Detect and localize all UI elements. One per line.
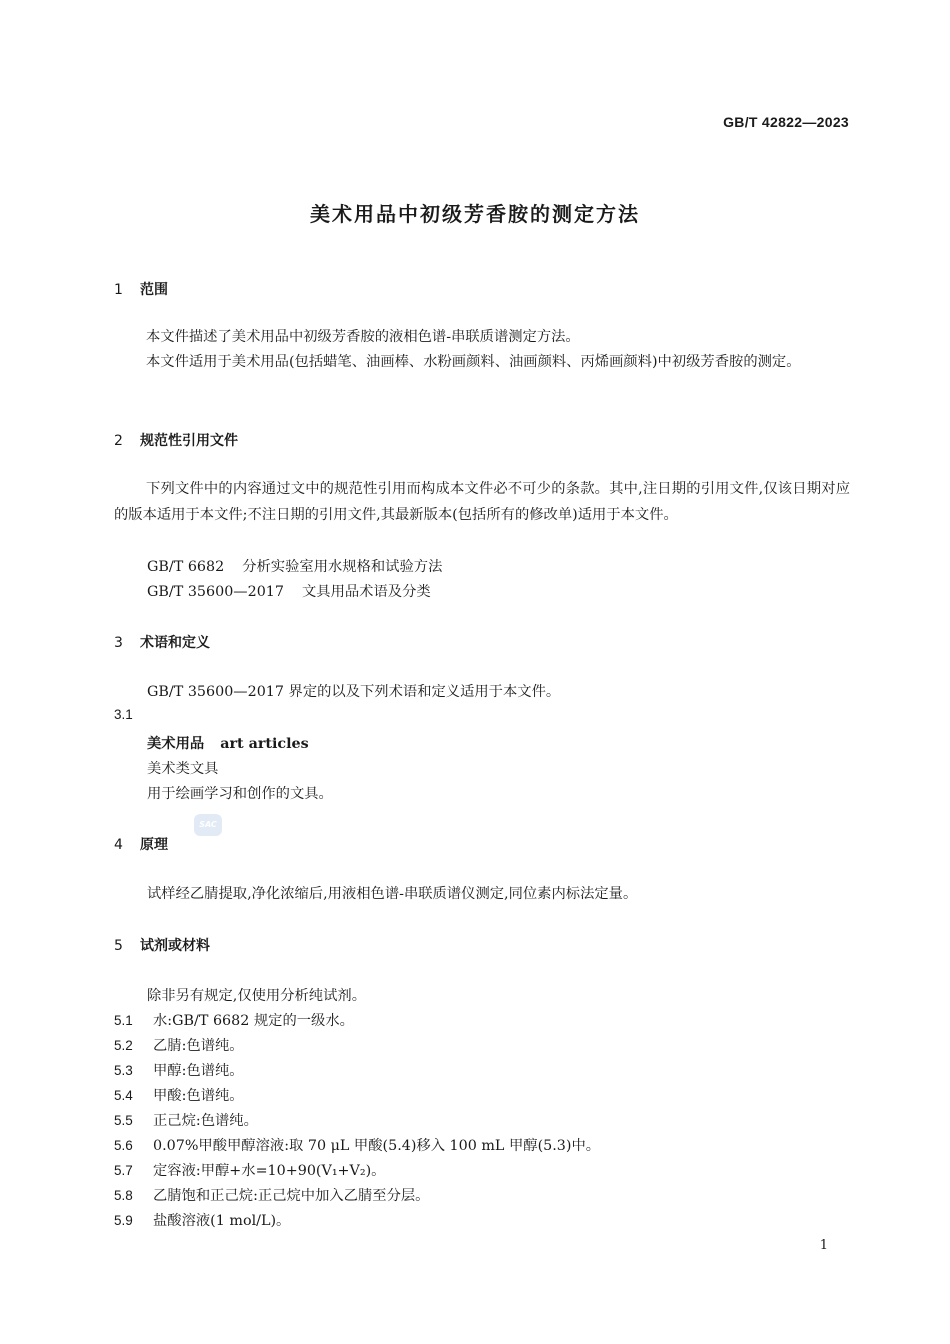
section-1-heading (114, 279, 168, 299)
section-number: 1 (114, 282, 123, 298)
standard-code: GB/T 42822—2023 (723, 114, 849, 130)
section-5-heading (114, 935, 210, 955)
section-number: 2 (114, 433, 123, 449)
reagent-number: 5.2 (114, 1038, 133, 1053)
section-5-paragraph-1: 除非另有规定,仅使用分析纯试剂。 (147, 988, 366, 1004)
section-3-paragraph-1: GB/T 35600—2017 界定的以及下列术语和定义适用于本文件。 (147, 684, 561, 700)
term-synonym: 美术类文具 (147, 761, 219, 777)
section-number: 4 (114, 837, 123, 853)
watermark-text: SAC (199, 820, 217, 829)
reference-code: GB/T 6682 (147, 559, 225, 575)
reference-name: 文具用品术语及分类 (302, 584, 431, 600)
term-english: art articles (220, 736, 309, 752)
reagent-item (114, 1185, 429, 1205)
section-title: 范围 (140, 282, 168, 298)
page-number: 1 (819, 1238, 828, 1253)
reagent-text: 水:GB/T 6682 规定的一级水。 (153, 1013, 354, 1029)
reference-code: GB/T 35600—2017 (147, 584, 284, 600)
reagent-item (114, 1110, 258, 1130)
reagent-number: 5.9 (114, 1213, 133, 1228)
sac-watermark-logo (194, 814, 222, 836)
reagent-number: 5.4 (114, 1088, 133, 1103)
section-title: 规范性引用文件 (140, 433, 238, 449)
term-definition: 用于绘画学习和创作的文具。 (147, 786, 333, 802)
section-title: 原理 (140, 837, 168, 853)
reagent-item (114, 1060, 244, 1080)
reagent-text: 乙腈饱和正己烷:正己烷中加入乙腈至分层。 (153, 1188, 430, 1204)
term-number-label: 3.1 (114, 707, 133, 722)
reagent-number: 5.1 (114, 1013, 133, 1028)
section-number: 3 (114, 635, 123, 651)
reference-item (147, 556, 442, 576)
reference-name: 分析实验室用水规格和试验方法 (242, 559, 443, 575)
reagent-item (114, 1085, 244, 1105)
reagent-text: 0.07%甲酸甲醇溶液:取 70 μL 甲酸(5.4)移入 100 mL 甲醇(5.3)中。 (153, 1138, 601, 1154)
section-4-paragraph-1: 试样经乙腈提取,净化浓缩后,用液相色谱-串联质谱仪测定,同位素内标法定量。 (147, 886, 638, 902)
section-3-heading (114, 632, 210, 652)
reference-item (147, 581, 431, 601)
reagent-number: 5.3 (114, 1063, 133, 1078)
reagent-number: 5.7 (114, 1163, 133, 1178)
section-4-heading (114, 834, 168, 854)
document-title: 美术用品中初级芳香胺的测定方法 (310, 202, 640, 226)
reagent-item (114, 1035, 244, 1055)
reagent-text: 盐酸溶液(1 mol/L)。 (153, 1213, 291, 1229)
reagent-text: 乙腈:色谱纯。 (153, 1038, 244, 1054)
section-1-paragraph-1: 本文件描述了美术用品中初级芳香胺的液相色谱-串联质谱测定方法。 (146, 329, 580, 345)
section-2-paragraph-1: 下列文件中的内容通过文中的规范性引用而构成本文件必不可少的条款。其中,注日期的引用文件,仅该日期对应的版本适用于本文件;不注日期的引用文件,其最新版本(包括所有的修改单)适用于本文件。 (114, 481, 850, 523)
reagent-text: 正己烷:色谱纯。 (153, 1113, 258, 1129)
section-title: 试剂或材料 (140, 938, 210, 954)
section-2-heading (114, 430, 238, 450)
reagent-item (114, 1135, 600, 1155)
reagent-item (114, 1010, 354, 1030)
reagent-number: 5.5 (114, 1113, 133, 1128)
reagent-number: 5.8 (114, 1188, 133, 1203)
term-chinese: 美术用品 (147, 736, 205, 752)
section-number: 5 (114, 938, 123, 954)
reagent-text: 定容液:甲醇+水=10+90(V₁+V₂)。 (153, 1163, 386, 1179)
reagent-item (114, 1160, 385, 1180)
term-entry (147, 733, 309, 753)
term-number (114, 707, 153, 723)
reagent-text: 甲醇:色谱纯。 (153, 1063, 244, 1079)
section-title: 术语和定义 (140, 635, 210, 651)
reagent-number: 5.6 (114, 1138, 133, 1153)
reagent-item (114, 1210, 290, 1230)
section-1-paragraph-2: 本文件适用于美术用品(包括蜡笔、油画棒、水粉画颜料、油画颜料、丙烯画颜料)中初级芳香胺的测定。 (146, 354, 801, 370)
reagent-text: 甲酸:色谱纯。 (153, 1088, 244, 1104)
